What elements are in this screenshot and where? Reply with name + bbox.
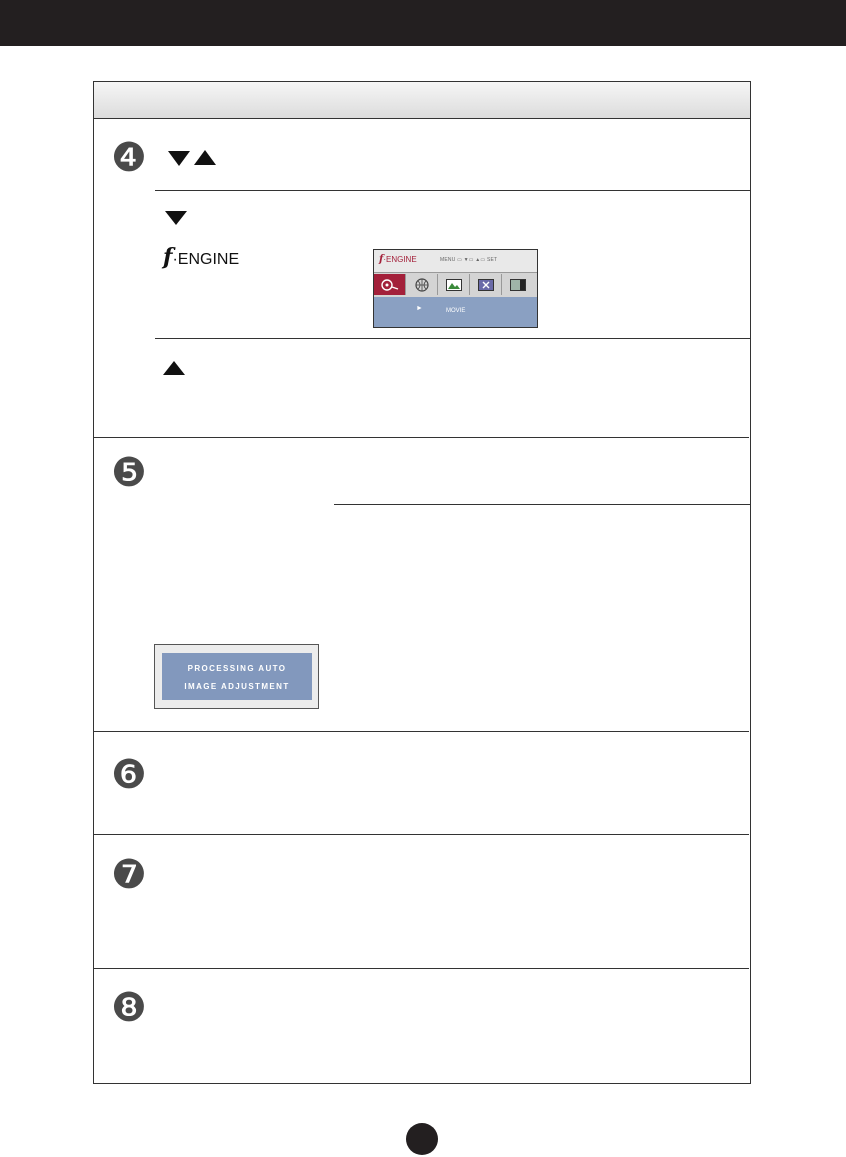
section-divider: [94, 968, 749, 969]
osd-menu-hint: MENU ▭ ▼▭ ▲▭ SET: [440, 257, 498, 263]
header-bar: [0, 0, 846, 46]
table-header: [94, 82, 750, 119]
photo-icon: [438, 274, 470, 295]
section-number-4: ❹: [111, 136, 147, 180]
fengine-logo: [163, 244, 239, 270]
osd-mode-panel: [374, 297, 537, 327]
processing-panel: [162, 653, 312, 700]
user-icon: [502, 274, 533, 295]
section-divider: [94, 437, 749, 438]
page-number-dot: [406, 1123, 438, 1155]
fengine-osd-screenshot: [373, 249, 538, 328]
osd-logo-f: f: [379, 254, 384, 265]
processing-line-2: IMAGE ADJUSTMENT: [184, 682, 290, 691]
fengine-text: ·ENGINE: [172, 251, 240, 268]
osd-icon-row: [374, 272, 537, 298]
osd-title-bar: [374, 250, 537, 272]
up-arrow-button-icon: [194, 150, 216, 165]
down-arrow-button-icon: [168, 151, 190, 166]
down-arrow-icon: [165, 211, 187, 225]
movie-icon: [374, 274, 406, 295]
section-number-5: ❺: [111, 451, 147, 495]
normal-icon: [470, 274, 502, 295]
content-table: [93, 81, 751, 1084]
osd-logo: [379, 254, 417, 265]
row-divider: [155, 338, 751, 339]
up-arrow-icon: [163, 361, 185, 375]
row-divider: [155, 190, 751, 191]
section-divider: [94, 731, 749, 732]
section-number-7: ❼: [111, 853, 147, 897]
section-divider: [94, 834, 749, 835]
osd-logo-text: ·ENGINE: [383, 255, 417, 264]
section-number-6: ❻: [111, 753, 147, 797]
internet-icon: [406, 274, 438, 295]
section-number-8: ❽: [111, 986, 147, 1030]
osd-mode-label: MOVIE: [446, 308, 466, 314]
osd-caret-icon: ►: [416, 305, 423, 312]
row-divider: [334, 504, 751, 505]
processing-osd-screenshot: [154, 644, 319, 709]
processing-line-1: PROCESSING AUTO: [187, 664, 287, 673]
fengine-f: f: [163, 244, 173, 270]
